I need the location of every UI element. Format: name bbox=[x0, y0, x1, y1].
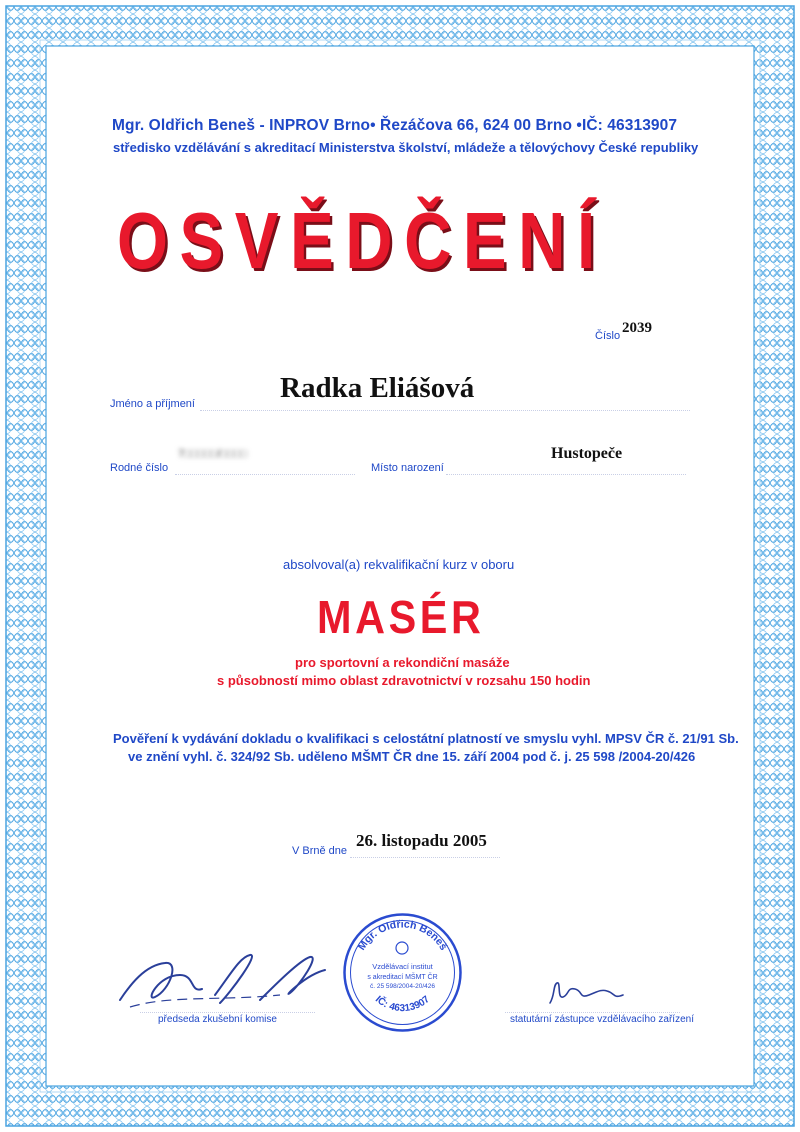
stamp-line-1: Vzdělávací institut bbox=[372, 962, 433, 971]
date-label: V Brně dne bbox=[292, 845, 348, 857]
right-signature bbox=[545, 975, 635, 1010]
certificate-title: OSVĚDČENÍ bbox=[117, 196, 607, 285]
stamp-top-text: Mgr. Oldřich Beneš bbox=[355, 918, 450, 953]
stamp-bottom-text: IČ: 46313907 bbox=[372, 994, 433, 1015]
official-stamp bbox=[340, 910, 465, 1035]
number-label: Číslo bbox=[595, 330, 621, 342]
issuer-accreditation-line: středisko vzdělávání s akreditací Ministerstva školství, mládeže a tělovýchovy České republiky bbox=[113, 140, 699, 155]
birth-number-value: 7□□□□□/□□□□ bbox=[178, 448, 247, 460]
birthplace-label: Místo narození bbox=[371, 462, 444, 474]
right-signature-label: statutární zástupce vzdělávacího zařízení bbox=[510, 1014, 694, 1025]
course-description-1: pro sportovní a rekondiční masáže bbox=[295, 655, 510, 670]
authorization-line-1: Pověření k vydávání dokladu o kvalifikaci s celostátní platností ve smyslu vyhl. MPSV ČR č. 21/91 Sb. bbox=[113, 731, 739, 746]
course-field: MASÉR bbox=[317, 591, 485, 643]
birthplace-value: Hustopeče bbox=[551, 445, 623, 462]
stamp-line-2: s akreditací MŠMT ČR bbox=[367, 974, 438, 981]
authorization-line-2: ve znění vyhl. č. 324/92 Sb. uděleno MŠMT ČR dne 15. září 2004 pod č. j. 25 598 /2004-20/426 bbox=[128, 749, 696, 764]
left-signature-label: předseda zkušební komise bbox=[158, 1014, 277, 1025]
birth-number-label: Rodné číslo bbox=[110, 462, 169, 474]
svg-text:IČ: 46313907 bbox=[373, 994, 432, 1014]
name-label: Jméno a příjmení bbox=[110, 398, 195, 410]
stamp-emblem-icon bbox=[396, 942, 408, 954]
date-value: 26. listopadu 2005 bbox=[356, 831, 487, 850]
stamp-line-3: č. 25 598/2004-20/426 bbox=[369, 983, 436, 990]
issuer-line: Mgr. Oldřich Beneš - INPROV Brno• Řezáčova 66, 624 00 Brno •IČ: 46313907 bbox=[112, 117, 678, 134]
number-value: 2039 bbox=[622, 320, 652, 336]
course-description-2: s působností mimo oblast zdravotnictví v rozsahu 150 hodin bbox=[217, 673, 591, 688]
course-intro: absolvoval(a) rekvalifikační kurz v oboru bbox=[283, 557, 515, 572]
name-value: Radka Eliášová bbox=[280, 372, 475, 404]
left-signature bbox=[110, 945, 340, 1015]
